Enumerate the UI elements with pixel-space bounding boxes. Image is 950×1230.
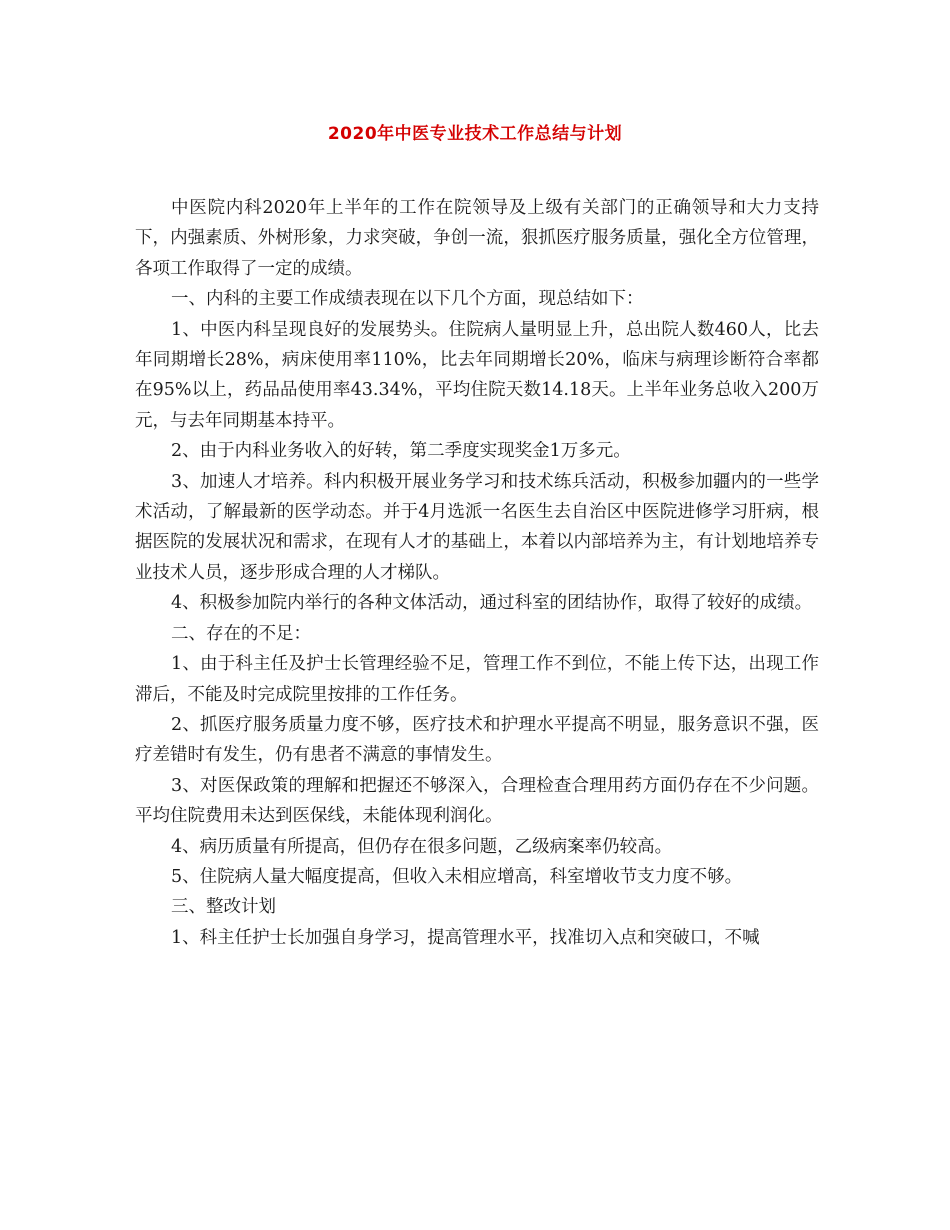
document-title: 2020年中医专业技术工作总结与计划 [327, 124, 623, 144]
section-heading-shortcomings: 二、存在的不足： [171, 623, 311, 644]
section-heading-plan: 三、整改计划 [171, 897, 276, 918]
paragraph-shortcoming-1: 1、由于科主任及护士长管理经验不足，管理工作不到位，不能上传下达，出现工作滞后，不能及时完成院里按排的工作任务。 [135, 654, 819, 705]
paragraph-shortcoming-4: 4、病历质量有所提高，但仍存在很多问题，乙级病案率仍较高。 [171, 836, 673, 857]
paragraph-achievement-3: 3、加速人才培养。科内积极开展业务学习和技术练兵活动，积极参加疆内的一些学术活动，了解最新的医学动态。并于4月选派一名医生去自治区中医院进修学习肝病，根据医院的发展状况和需求，在现有人才的基础上，本着以内部培养为主，有计划地培养专业技术人员，逐步形成合理的人才梯队。 [135, 471, 819, 583]
paragraph-achievement-4: 4、积极参加院内举行的各种文体活动，通过科室的团结协作，取得了较好的成绩。 [171, 593, 813, 614]
paragraph-shortcoming-2: 2、抓医疗服务质量力度不够，医疗技术和护理水平提高不明显，服务意识不强，医疗差错时有发生，仍有患者不满意的事情发生。 [135, 714, 819, 766]
paragraph-shortcoming-3: 3、对医保政策的理解和把握还不够深入，合理检查合理用药方面仍存在不少问题。平均住院费用未达到医保线，未能体现利润化。 [135, 775, 819, 827]
paragraph-achievement-1: 1、中医内科呈现良好的发展势头。住院病人量明显上升，总出院人数460人，比去年同期增长28%，病床使用率110%，比去年同期增长20%，临床与病理诊断符合率都在95%以上，药品品使用率43.34%，平均住院天数14.18天。上半年业务总收入200万元，与去年同期基本持平。 [135, 319, 819, 431]
paragraph-achievement-2: 2、由于内科业务收入的好转，第二季度实现奖金1万多元。 [171, 441, 631, 462]
paragraph-plan-1: 1、科主任护士长加强自身学习，提高管理水平，找准切入点和突破口，不喊 [171, 927, 760, 948]
paragraph-shortcoming-5: 5、住院病人量大幅度提高，但收入未相应增高，科室增收节支力度不够。 [171, 866, 743, 887]
paragraph-intro: 中医院内科2020年上半年的工作在院领导及上级有关部门的正确领导和大力支持下，内强素质、外树形象，力求突破，争创一流，狠抓医疗服务质量，强化全方位管理，各项工作取得了一定的成绩。 [135, 198, 819, 279]
section-heading-achievements: 一、内科的主要工作成绩表现在以下几个方面，现总结如下： [171, 289, 644, 310]
document-body [135, 193, 819, 953]
